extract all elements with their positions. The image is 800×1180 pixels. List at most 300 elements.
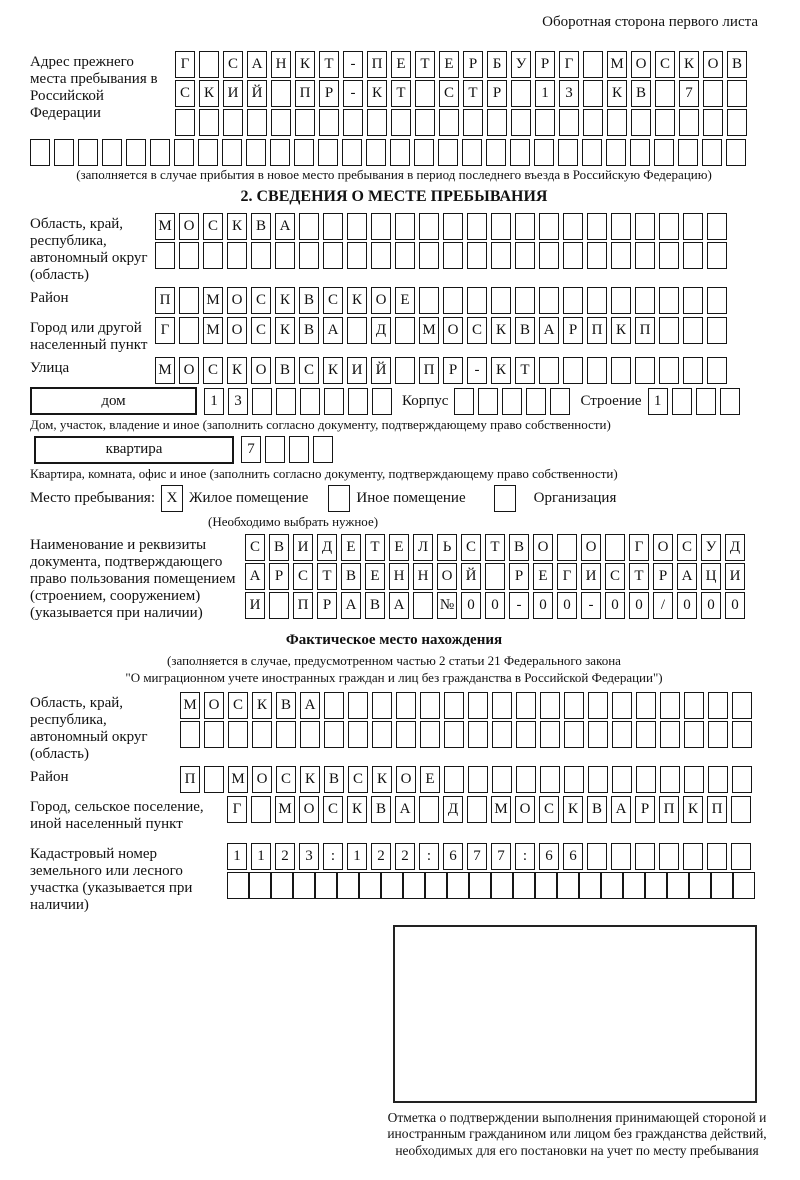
char-cell: Т xyxy=(319,51,339,78)
org-label: Организация xyxy=(533,490,617,507)
prev-address-row-4 xyxy=(30,139,758,166)
char-cell xyxy=(444,692,464,719)
char-cell xyxy=(579,872,601,899)
char-cell xyxy=(337,872,359,899)
char-cell xyxy=(372,692,392,719)
char-cell: О xyxy=(179,357,199,384)
char-cell xyxy=(623,872,645,899)
char-cell: Р xyxy=(635,796,655,823)
char-cell xyxy=(270,139,290,166)
char-cell: О xyxy=(653,534,673,561)
char-cell xyxy=(631,109,651,136)
char-cell xyxy=(319,109,339,136)
char-cell: С xyxy=(655,51,675,78)
char-cell: В xyxy=(727,51,747,78)
char-cell xyxy=(371,213,391,240)
char-cell: С xyxy=(439,80,459,107)
char-cell: Р xyxy=(317,592,337,619)
char-cell xyxy=(564,766,584,793)
char-cell: П xyxy=(659,796,679,823)
dom-box-label: дом xyxy=(30,387,197,415)
fact-oblast-row-1 xyxy=(180,692,756,719)
char-cell: И xyxy=(245,592,265,619)
char-cell xyxy=(395,242,415,269)
char-cell xyxy=(359,872,381,899)
char-cell: : xyxy=(515,843,535,870)
char-cell: 1 xyxy=(204,388,224,415)
char-cell xyxy=(271,872,293,899)
char-cell: Д xyxy=(443,796,463,823)
char-cell xyxy=(467,213,487,240)
char-cell xyxy=(636,721,656,748)
kadastr-rows xyxy=(227,843,755,899)
char-cell: С xyxy=(677,534,697,561)
char-cell xyxy=(439,109,459,136)
char-cell xyxy=(491,213,511,240)
char-cell xyxy=(443,242,463,269)
oblast-row-2 xyxy=(155,242,731,269)
char-cell xyxy=(645,872,667,899)
char-cell: О xyxy=(227,287,247,314)
char-cell: С xyxy=(467,317,487,344)
char-cell: № xyxy=(437,592,457,619)
char-cell xyxy=(444,766,464,793)
char-cell: О xyxy=(252,766,272,793)
char-cell xyxy=(511,80,531,107)
char-cell xyxy=(711,872,733,899)
char-cell xyxy=(468,692,488,719)
char-cell xyxy=(271,109,291,136)
char-cell xyxy=(707,213,727,240)
char-cell: Г xyxy=(559,51,579,78)
char-cell xyxy=(659,213,679,240)
char-cell xyxy=(347,213,367,240)
char-cell: И xyxy=(347,357,367,384)
char-cell: М xyxy=(203,287,223,314)
char-cell: О xyxy=(204,692,224,719)
char-cell: - xyxy=(343,51,363,78)
char-cell xyxy=(588,766,608,793)
char-cell xyxy=(348,692,368,719)
char-cell xyxy=(678,139,698,166)
char-cell: Е xyxy=(391,51,411,78)
char-cell: Е xyxy=(395,287,415,314)
char-cell xyxy=(659,843,679,870)
char-cell xyxy=(659,317,679,344)
fact-title: Фактическое место нахождения xyxy=(285,632,503,649)
char-cell: Р xyxy=(563,317,583,344)
char-cell: М xyxy=(155,213,175,240)
char-cell xyxy=(703,80,723,107)
char-cell xyxy=(732,766,752,793)
char-cell xyxy=(607,109,627,136)
char-cell xyxy=(587,843,607,870)
char-cell xyxy=(366,139,386,166)
char-cell xyxy=(491,287,511,314)
char-cell: 7 xyxy=(679,80,699,107)
char-cell: М xyxy=(419,317,439,344)
char-cell: П xyxy=(155,287,175,314)
char-cell: В xyxy=(365,592,385,619)
char-cell xyxy=(683,317,703,344)
char-cell: Р xyxy=(443,357,463,384)
kvartira-box-label: квартира xyxy=(34,436,234,464)
char-cell xyxy=(419,213,439,240)
char-cell: Б xyxy=(487,51,507,78)
char-cell xyxy=(227,872,249,899)
char-cell: Т xyxy=(391,80,411,107)
char-cell: Т xyxy=(365,534,385,561)
char-cell xyxy=(315,872,337,899)
char-cell xyxy=(313,436,333,463)
char-cell xyxy=(731,843,751,870)
char-cell: П xyxy=(180,766,200,793)
char-cell: Р xyxy=(535,51,555,78)
char-cell xyxy=(381,872,403,899)
document-row-3 xyxy=(245,592,749,619)
char-cell: Р xyxy=(653,563,673,590)
char-cell xyxy=(492,721,512,748)
char-cell: 0 xyxy=(533,592,553,619)
char-cell: Е xyxy=(365,563,385,590)
char-cell: Т xyxy=(629,563,649,590)
char-cell xyxy=(342,139,362,166)
char-cell xyxy=(564,721,584,748)
field-ulitsa xyxy=(30,357,758,384)
char-cell xyxy=(587,213,607,240)
char-cell xyxy=(540,766,560,793)
char-cell: Д xyxy=(371,317,391,344)
char-cell xyxy=(252,721,272,748)
char-cell xyxy=(271,80,291,107)
char-cell xyxy=(563,357,583,384)
char-cell xyxy=(515,287,535,314)
char-cell xyxy=(513,872,535,899)
char-cell xyxy=(540,692,560,719)
char-cell xyxy=(515,242,535,269)
char-cell xyxy=(526,388,546,415)
char-cell xyxy=(265,436,285,463)
char-cell xyxy=(228,721,248,748)
char-cell xyxy=(395,357,415,384)
char-cell xyxy=(251,242,271,269)
dom-caption: Дом, участок, владение и иное (заполнить согласно документу, подтверждающему право собственности) xyxy=(30,417,611,433)
oblast-row-1 xyxy=(155,213,731,240)
char-cell xyxy=(468,766,488,793)
char-cell xyxy=(611,242,631,269)
char-cell xyxy=(299,213,319,240)
char-cell: М xyxy=(180,692,200,719)
char-cell: М xyxy=(491,796,511,823)
char-cell xyxy=(612,766,632,793)
char-cell xyxy=(463,109,483,136)
char-cell xyxy=(150,139,170,166)
char-cell xyxy=(727,80,747,107)
gorod-row xyxy=(155,317,731,344)
char-cell xyxy=(251,796,271,823)
char-cell: К xyxy=(275,317,295,344)
char-cell: 1 xyxy=(535,80,555,107)
char-cell xyxy=(539,242,559,269)
char-cell: И xyxy=(293,534,313,561)
char-cell: О xyxy=(299,796,319,823)
char-cell xyxy=(395,317,415,344)
char-cell: С xyxy=(348,766,368,793)
char-cell xyxy=(535,872,557,899)
char-cell xyxy=(630,139,650,166)
char-cell: Г xyxy=(557,563,577,590)
field-oblast xyxy=(30,213,758,284)
char-cell: С xyxy=(461,534,481,561)
char-cell: Е xyxy=(533,563,553,590)
char-cell xyxy=(347,317,367,344)
prev-address-caption: (заполняется в случае прибытия в новое место пребывания в период последнего въезда в Российскую Федерацию) xyxy=(76,167,712,182)
char-cell: Г xyxy=(175,51,195,78)
char-cell: 3 xyxy=(228,388,248,415)
char-cell xyxy=(707,287,727,314)
char-cell: 7 xyxy=(241,436,261,463)
document-label: Наименование и реквизиты документа, подтверждающего право пользования помещением (строением, сооружением) (указывается при наличии) xyxy=(30,536,236,622)
char-cell: - xyxy=(509,592,529,619)
char-cell: К xyxy=(683,796,703,823)
char-cell: К xyxy=(367,80,387,107)
char-cell xyxy=(348,388,368,415)
char-cell: М xyxy=(203,317,223,344)
stamp-box xyxy=(393,925,757,1103)
char-cell xyxy=(559,109,579,136)
char-cell: Е xyxy=(420,766,440,793)
char-cell xyxy=(679,109,699,136)
char-cell xyxy=(203,242,223,269)
char-cell xyxy=(179,287,199,314)
char-cell: И xyxy=(223,80,243,107)
fact-raion-row xyxy=(180,766,756,793)
char-cell xyxy=(252,388,272,415)
char-cell: - xyxy=(467,357,487,384)
char-cell: Т xyxy=(317,563,337,590)
char-cell xyxy=(323,213,343,240)
char-cell xyxy=(390,139,410,166)
char-cell xyxy=(348,721,368,748)
char-cell: 7 xyxy=(467,843,487,870)
inoe-label: Иное помещение xyxy=(356,490,466,507)
char-cell: О xyxy=(703,51,723,78)
char-cell xyxy=(534,139,554,166)
kvartira-caption: Квартира, комната, офис и иное (заполнить согласно документу, подтверждающему право собственности) xyxy=(30,465,618,481)
char-cell: 6 xyxy=(539,843,559,870)
char-cell: К xyxy=(347,287,367,314)
field-document xyxy=(30,534,758,622)
char-cell xyxy=(587,287,607,314)
fact-gorod-row xyxy=(227,796,755,823)
char-cell xyxy=(683,213,703,240)
char-cell xyxy=(367,109,387,136)
char-cell: О xyxy=(437,563,457,590)
char-cell xyxy=(684,721,704,748)
char-cell: 0 xyxy=(461,592,481,619)
char-cell: Д xyxy=(317,534,337,561)
char-cell xyxy=(720,388,740,415)
char-cell: 1 xyxy=(347,843,367,870)
korpus-label: Корпус xyxy=(402,392,449,409)
char-cell: Т xyxy=(515,357,535,384)
char-cell: К xyxy=(199,80,219,107)
char-cell: В xyxy=(631,80,651,107)
char-cell xyxy=(102,139,122,166)
char-cell xyxy=(583,80,603,107)
char-cell: К xyxy=(347,796,367,823)
char-cell: С xyxy=(175,80,195,107)
char-cell: С xyxy=(251,317,271,344)
char-cell xyxy=(611,287,631,314)
char-cell xyxy=(683,287,703,314)
char-cell xyxy=(391,109,411,136)
char-cell xyxy=(707,317,727,344)
char-cell xyxy=(289,436,309,463)
char-cell: С xyxy=(203,357,223,384)
char-cell xyxy=(636,766,656,793)
mesto-row xyxy=(30,485,758,512)
char-cell: К xyxy=(295,51,315,78)
char-cell: С xyxy=(223,51,243,78)
char-cell: 3 xyxy=(559,80,579,107)
char-cell xyxy=(707,357,727,384)
char-cell: П xyxy=(367,51,387,78)
char-cell xyxy=(696,388,716,415)
char-cell: В xyxy=(509,534,529,561)
header-note: Оборотная сторона первого листа xyxy=(542,14,758,30)
char-cell xyxy=(247,109,267,136)
char-cell: К xyxy=(491,357,511,384)
char-cell: С xyxy=(323,796,343,823)
char-cell: О xyxy=(631,51,651,78)
fact-oblast-rows xyxy=(180,692,756,748)
section2-title: 2. СВЕДЕНИЯ О МЕСТЕ ПРЕБЫВАНИЯ xyxy=(240,187,548,205)
char-cell xyxy=(563,213,583,240)
char-cell: М xyxy=(228,766,248,793)
char-cell: А xyxy=(247,51,267,78)
char-cell: О xyxy=(581,534,601,561)
char-cell xyxy=(204,721,224,748)
char-cell xyxy=(732,692,752,719)
char-cell xyxy=(180,721,200,748)
char-cell xyxy=(294,139,314,166)
char-cell xyxy=(415,109,435,136)
char-cell: К xyxy=(563,796,583,823)
char-cell xyxy=(246,139,266,166)
korpus-cells xyxy=(454,388,574,415)
char-cell: У xyxy=(701,534,721,561)
char-cell: В xyxy=(269,534,289,561)
char-cell xyxy=(731,796,751,823)
char-cell: К xyxy=(372,766,392,793)
char-cell xyxy=(516,721,536,748)
char-cell: В xyxy=(299,287,319,314)
char-cell xyxy=(485,563,505,590)
char-cell: Е xyxy=(439,51,459,78)
char-cell xyxy=(478,388,498,415)
char-cell: А xyxy=(341,592,361,619)
char-cell xyxy=(179,317,199,344)
char-cell xyxy=(550,388,570,415)
char-cell xyxy=(587,242,607,269)
char-cell xyxy=(660,692,680,719)
char-cell: В xyxy=(251,213,271,240)
char-cell xyxy=(605,534,625,561)
char-cell xyxy=(726,139,746,166)
char-cell: С xyxy=(539,796,559,823)
char-cell: Г xyxy=(155,317,175,344)
char-cell xyxy=(467,287,487,314)
char-cell: Р xyxy=(319,80,339,107)
char-cell xyxy=(516,766,536,793)
char-cell: К xyxy=(227,357,247,384)
char-cell xyxy=(635,287,655,314)
char-cell: С xyxy=(299,357,319,384)
char-cell: Ц xyxy=(701,563,721,590)
char-cell xyxy=(324,692,344,719)
char-cell: В xyxy=(324,766,344,793)
char-cell xyxy=(175,109,195,136)
char-cell xyxy=(611,213,631,240)
char-cell: С xyxy=(251,287,271,314)
char-cell xyxy=(563,242,583,269)
char-cell: Р xyxy=(487,80,507,107)
char-cell: В xyxy=(587,796,607,823)
char-cell xyxy=(702,139,722,166)
char-cell xyxy=(588,692,608,719)
char-cell: У xyxy=(511,51,531,78)
char-cell: 1 xyxy=(227,843,247,870)
char-cell xyxy=(126,139,146,166)
char-cell: Е xyxy=(341,534,361,561)
char-cell xyxy=(155,242,175,269)
char-cell: А xyxy=(395,796,415,823)
char-cell: Т xyxy=(415,51,435,78)
char-cell: : xyxy=(419,843,439,870)
char-cell xyxy=(582,139,602,166)
char-cell: А xyxy=(389,592,409,619)
char-cell xyxy=(372,388,392,415)
char-cell xyxy=(515,213,535,240)
char-cell xyxy=(425,872,447,899)
char-cell: 2 xyxy=(275,843,295,870)
char-cell: В xyxy=(275,357,295,384)
char-cell: - xyxy=(581,592,601,619)
fact-raion-label: Район xyxy=(30,768,69,785)
prev-address-row-2 xyxy=(175,80,751,107)
char-cell: Г xyxy=(629,534,649,561)
stroenie-label: Строение xyxy=(580,392,642,409)
char-cell: В xyxy=(515,317,535,344)
char-cell xyxy=(199,109,219,136)
char-cell xyxy=(635,843,655,870)
char-cell xyxy=(419,287,439,314)
prev-address-row-1 xyxy=(175,51,751,78)
field-kadastr xyxy=(30,843,758,914)
char-cell: 0 xyxy=(701,592,721,619)
char-cell: К xyxy=(252,692,272,719)
kvartira-row xyxy=(30,436,758,464)
char-cell xyxy=(708,721,728,748)
char-cell: Е xyxy=(389,534,409,561)
org-checkbox xyxy=(494,485,516,512)
char-cell xyxy=(516,692,536,719)
char-cell xyxy=(564,692,584,719)
char-cell xyxy=(491,872,513,899)
char-cell xyxy=(655,109,675,136)
char-cell xyxy=(611,357,631,384)
